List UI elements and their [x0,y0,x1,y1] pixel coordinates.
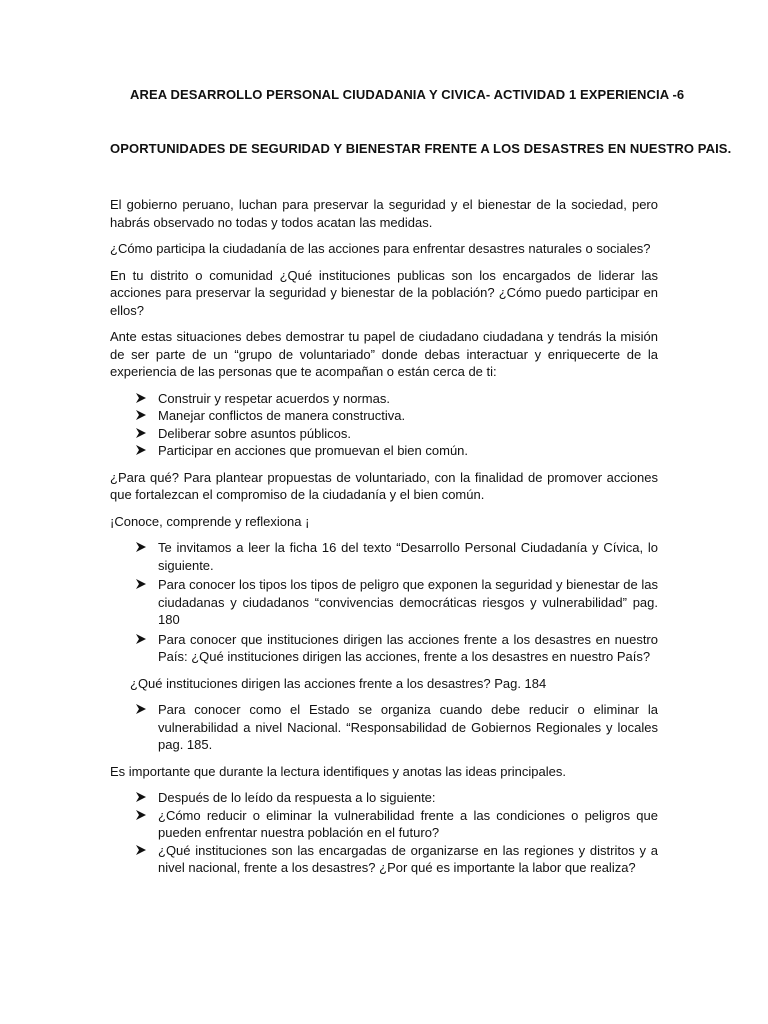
paragraph-volunteer: Ante estas situaciones debes demostrar tu papel de ciudadano ciudadana y tendrás la misión de ser parte de un “grupo de voluntariado” donde debas interactuar y enriquecerte de la experiencia de las personas que te acompañan o están cerca de ti: [110,329,658,379]
list-questions [110,789,658,877]
list-item-text: Para conocer como el Estado se organiza cuando debe reducir o eliminar la vulnerabilidad a nivel Nacional. “Responsabilidad de Gobiernos Regionales y locales pag. 185. [158,702,658,752]
list-item-text: Para conocer que instituciones dirigen las acciones frente a los desastres en nuestro País: ¿Qué instituciones dirigen las acciones, frente a los desastres en nuestro País? [158,631,658,664]
arrow-right-icon [134,843,148,857]
list-item [110,576,658,629]
list-item-text: Después de lo leído da respuesta a lo siguiente: [158,790,436,805]
list-item [110,425,658,443]
arrow-right-icon [134,391,148,405]
paragraph-intro: El gobierno peruano, luchan para preservar la seguridad y el bienestar de la sociedad, pero habrás observado no todas y todos acatan las medidas. [110,197,658,230]
list-state-organization [110,701,658,754]
paragraph-purpose: ¿Para qué? Para plantear propuestas de voluntariado, con la finalidad de promover acciones que fortalezcan el compromiso de la ciudadanía y el bien común. [110,469,658,502]
list-reading-tasks [110,539,658,666]
document-body [110,196,658,886]
document-subtitle: OPORTUNIDADES DE SEGURIDAD Y BIENESTAR FRENTE A LOS DESASTRES EN NUESTRO PAIS. [110,141,732,156]
arrow-right-icon [134,702,148,716]
list-item [110,701,658,754]
list-item-text: Deliberar sobre asuntos públicos. [158,425,351,441]
arrow-right-icon [134,426,148,440]
document-title: AREA DESARROLLO PERSONAL CIUDADANIA Y CIVICA- ACTIVIDAD 1 EXPERIENCIA -6 [130,87,685,102]
list-item-text: Construir y respetar acuerdos y normas. [158,390,390,406]
list-item [110,407,658,425]
arrow-right-icon [134,577,148,591]
paragraph-question-institutions: En tu distrito o comunidad ¿Qué instituciones publicas son los encargados de liderar las acciones para preservar la seguridad y bienestar de la población? ¿Cómo puedo participar en ellos? [110,267,658,318]
list-item [110,442,658,460]
arrow-right-icon [134,443,148,457]
list-item [110,789,658,807]
arrow-right-icon [134,790,148,804]
paragraph-question-participation: ¿Cómo participa la ciudadanía de las acciones para enfrentar desastres naturales o sociales? [110,241,651,256]
list-item [110,390,658,408]
list-item-text: Manejar conflictos de manera constructiva. [158,408,406,423]
paragraph-reflect: ¡Conoce, comprende y reflexiona ¡ [110,513,310,529]
arrow-right-icon [134,540,148,554]
list-item [110,807,658,842]
list-item-text: Te invitamos a leer la ficha 16 del texto “Desarrollo Personal Ciudadanía y Cívica, lo siguiente. [158,540,658,573]
list-item-text: Participar en acciones que promuevan el bien común. [158,443,469,458]
list-item-text: ¿Cómo reducir o eliminar la vulnerabilidad frente a las condiciones o peligros que pueden enfrentar nuestra población en el futuro? [158,807,658,840]
list-item [110,631,658,666]
list-citizen-skills [110,390,658,460]
paragraph-main-ideas: Es importante que durante la lectura identifiques y anotas las ideas principales. [110,763,566,779]
list-item-text: Para conocer los tipos los tipos de peligro que exponen la seguridad y bienestar de las ciudadanas y ciudadanos “convivencias democráticas riesgos y vulnerabilidad” pag. 180 [158,577,658,627]
list-item-text: ¿Qué instituciones son las encargadas de organizarse en las regiones y distritos y a nivel nacional, frente a los desastres? ¿Por qué es importante la labor que realiza? [158,842,658,875]
list-item [110,842,658,877]
arrow-right-icon [134,808,148,822]
arrow-right-icon [134,632,148,646]
arrow-right-icon [134,408,148,422]
list-item [110,539,658,574]
paragraph-page-ref: ¿Qué instituciones dirigen las acciones frente a los desastres? Pag. 184 [130,675,547,691]
